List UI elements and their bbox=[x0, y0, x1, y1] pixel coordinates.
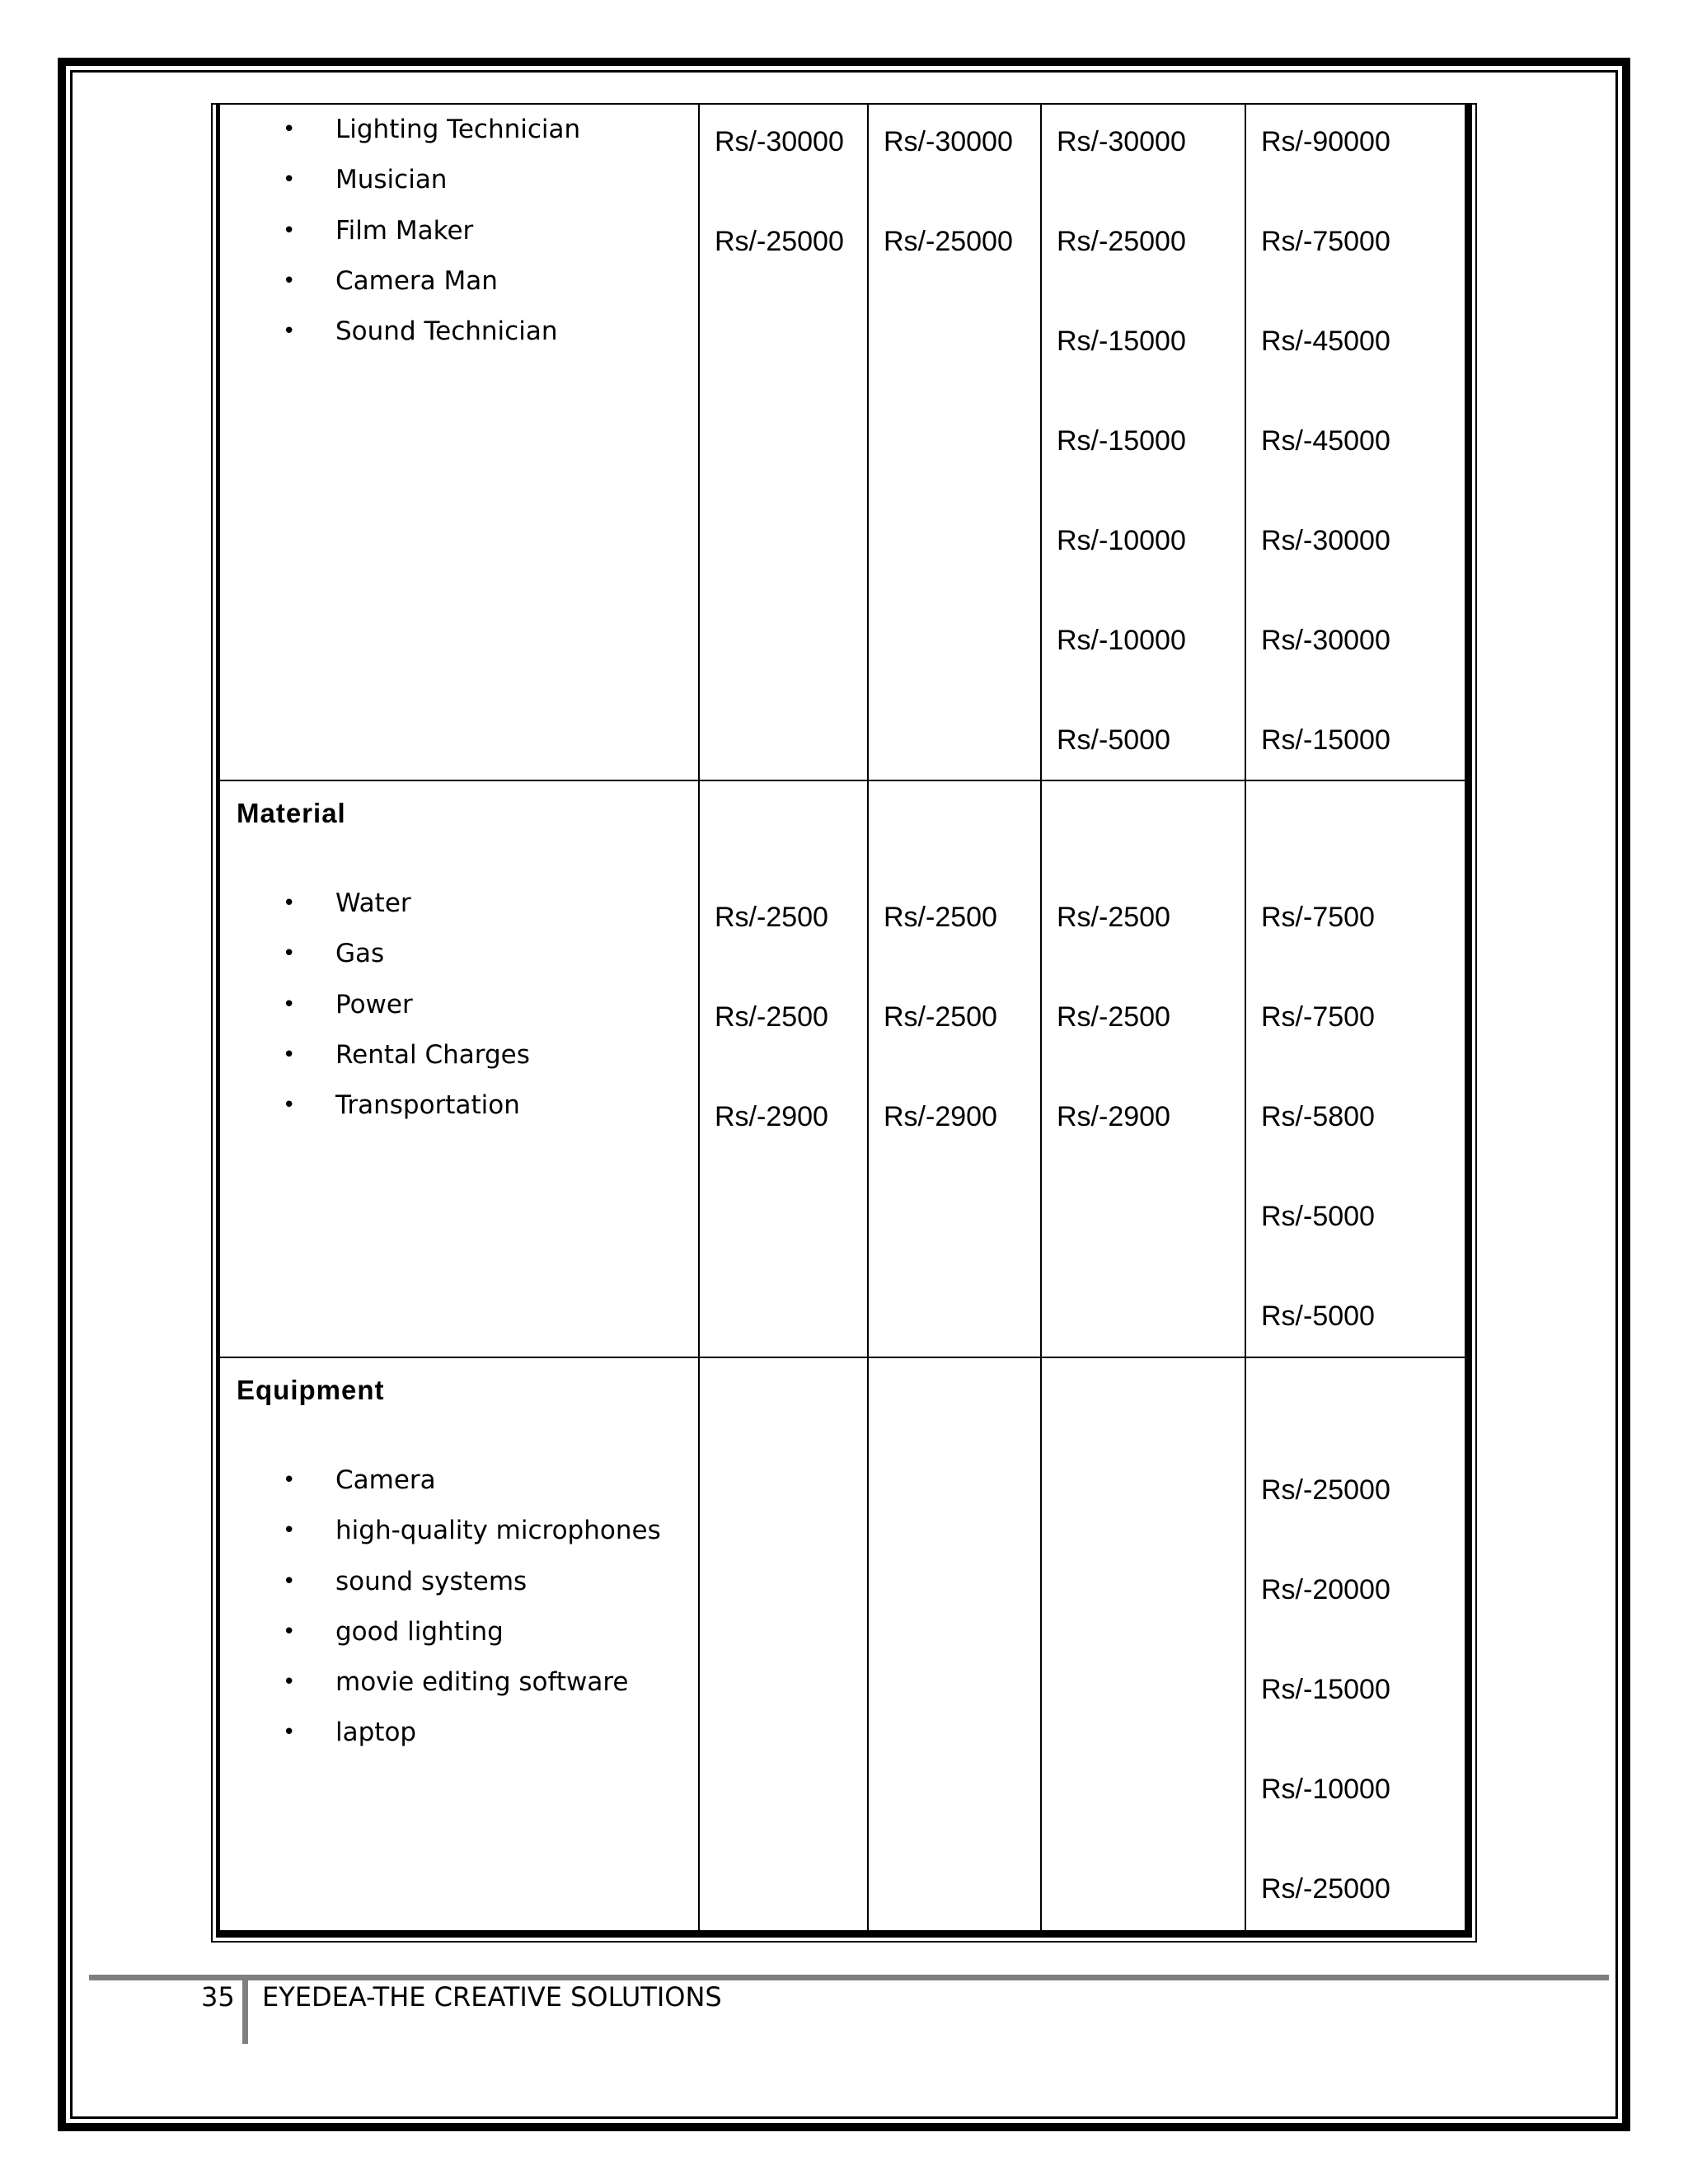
cell-value: Rs/-30000 bbox=[1261, 625, 1390, 656]
value-column-1 bbox=[715, 897, 828, 1196]
column-divider bbox=[867, 1358, 869, 1930]
value-column-total bbox=[1261, 1469, 1390, 1968]
list-item: • Sound Technician bbox=[220, 307, 580, 357]
cell-value: Rs/-2500 bbox=[884, 902, 997, 933]
list-item: • good lighting bbox=[220, 1607, 661, 1657]
cell-value: Rs/-5000 bbox=[1057, 724, 1170, 756]
value-column-total bbox=[1261, 897, 1375, 1395]
cell-value: Rs/-30000 bbox=[884, 126, 1013, 157]
list-item: • high-quality microphones bbox=[220, 1506, 661, 1556]
table-row-personnel bbox=[220, 105, 1465, 781]
list-item: • Transportation bbox=[220, 1080, 530, 1131]
column-divider bbox=[1040, 781, 1042, 1357]
cell-value: Rs/-2500 bbox=[715, 902, 828, 933]
cell-value: Rs/-15000 bbox=[1057, 425, 1186, 457]
cell-value: Rs/-2900 bbox=[715, 1101, 828, 1132]
column-divider bbox=[1245, 781, 1246, 1357]
cell-value: Rs/-7500 bbox=[1261, 902, 1375, 933]
value-column-2 bbox=[884, 121, 1013, 321]
value-column-2 bbox=[884, 897, 997, 1196]
cell-value: Rs/-25000 bbox=[715, 226, 844, 257]
page-number: 35 bbox=[201, 1981, 235, 2013]
list-item: • Power bbox=[220, 980, 530, 1030]
list-item: • Musician bbox=[220, 155, 580, 205]
table-row-material bbox=[220, 781, 1465, 1358]
list-item: • movie editing software bbox=[220, 1657, 661, 1708]
column-divider bbox=[867, 105, 869, 780]
cell-value: Rs/-20000 bbox=[1261, 1574, 1390, 1605]
cell-value: Rs/-25000 bbox=[1261, 1474, 1390, 1506]
item-list bbox=[220, 1455, 661, 1759]
cell-value: Rs/-5800 bbox=[1261, 1101, 1375, 1132]
footer-title: EYEDEA-THE CREATIVE SOLUTIONS bbox=[262, 1981, 722, 2013]
cell-value: Rs/-15000 bbox=[1057, 326, 1186, 357]
list-item: • Water bbox=[220, 879, 530, 929]
footer-separator bbox=[242, 1976, 248, 2044]
list-item: • Camera Man bbox=[220, 256, 580, 307]
value-column-3 bbox=[1057, 121, 1186, 819]
column-divider bbox=[698, 105, 700, 780]
column-divider bbox=[1040, 105, 1042, 780]
cell-value: Rs/-2500 bbox=[1057, 902, 1170, 933]
cell-value: Rs/-5000 bbox=[1261, 1301, 1375, 1332]
cell-value: Rs/-10000 bbox=[1057, 625, 1186, 656]
cell-value: Rs/-25000 bbox=[1261, 1873, 1390, 1905]
list-item: • Lighting Technician bbox=[220, 105, 580, 155]
column-divider bbox=[698, 1358, 700, 1930]
cell-value: Rs/-45000 bbox=[1261, 326, 1390, 357]
cell-value: Rs/-15000 bbox=[1261, 1674, 1390, 1705]
column-divider bbox=[867, 781, 869, 1357]
list-item: • Rental Charges bbox=[220, 1030, 530, 1080]
table-row-equipment bbox=[220, 1358, 1465, 1930]
value-column-total bbox=[1261, 121, 1390, 819]
cell-value: Rs/-30000 bbox=[1057, 126, 1186, 157]
cell-value: Rs/-10000 bbox=[1057, 525, 1186, 556]
item-list bbox=[220, 105, 580, 357]
column-divider bbox=[1245, 1358, 1246, 1930]
list-item: • Camera bbox=[220, 1455, 661, 1506]
value-column-3 bbox=[1057, 897, 1170, 1196]
cell-value: Rs/-2500 bbox=[1057, 1001, 1170, 1033]
section-title: Material bbox=[237, 798, 346, 828]
cell-value: Rs/-2900 bbox=[884, 1101, 997, 1132]
cell-value: Rs/-75000 bbox=[1261, 226, 1390, 257]
cell-value: Rs/-30000 bbox=[715, 126, 844, 157]
list-item: • Gas bbox=[220, 929, 530, 979]
cell-value: Rs/-10000 bbox=[1261, 1774, 1390, 1805]
cell-value: Rs/-2500 bbox=[884, 1001, 997, 1033]
column-divider bbox=[1245, 105, 1246, 780]
value-column-1 bbox=[715, 121, 844, 321]
cell-value: Rs/-25000 bbox=[884, 226, 1013, 257]
footer-rule bbox=[89, 1975, 1609, 1980]
cell-value: Rs/-25000 bbox=[1057, 226, 1186, 257]
list-item: • laptop bbox=[220, 1708, 661, 1758]
column-divider bbox=[1040, 1358, 1042, 1930]
cell-value: Rs/-45000 bbox=[1261, 425, 1390, 457]
cell-value: Rs/-2900 bbox=[1057, 1101, 1170, 1132]
cost-table bbox=[216, 103, 1472, 1938]
cell-value: Rs/-30000 bbox=[1261, 525, 1390, 556]
column-divider bbox=[698, 781, 700, 1357]
cell-value: Rs/-90000 bbox=[1261, 126, 1390, 157]
list-item: • sound systems bbox=[220, 1557, 661, 1607]
item-list bbox=[220, 879, 530, 1131]
cell-value: Rs/-5000 bbox=[1261, 1201, 1375, 1232]
cell-value: Rs/-15000 bbox=[1261, 724, 1390, 756]
section-title: Equipment bbox=[237, 1375, 385, 1405]
list-item: • Film Maker bbox=[220, 206, 580, 256]
cell-value: Rs/-7500 bbox=[1261, 1001, 1375, 1033]
cell-value: Rs/-2500 bbox=[715, 1001, 828, 1033]
